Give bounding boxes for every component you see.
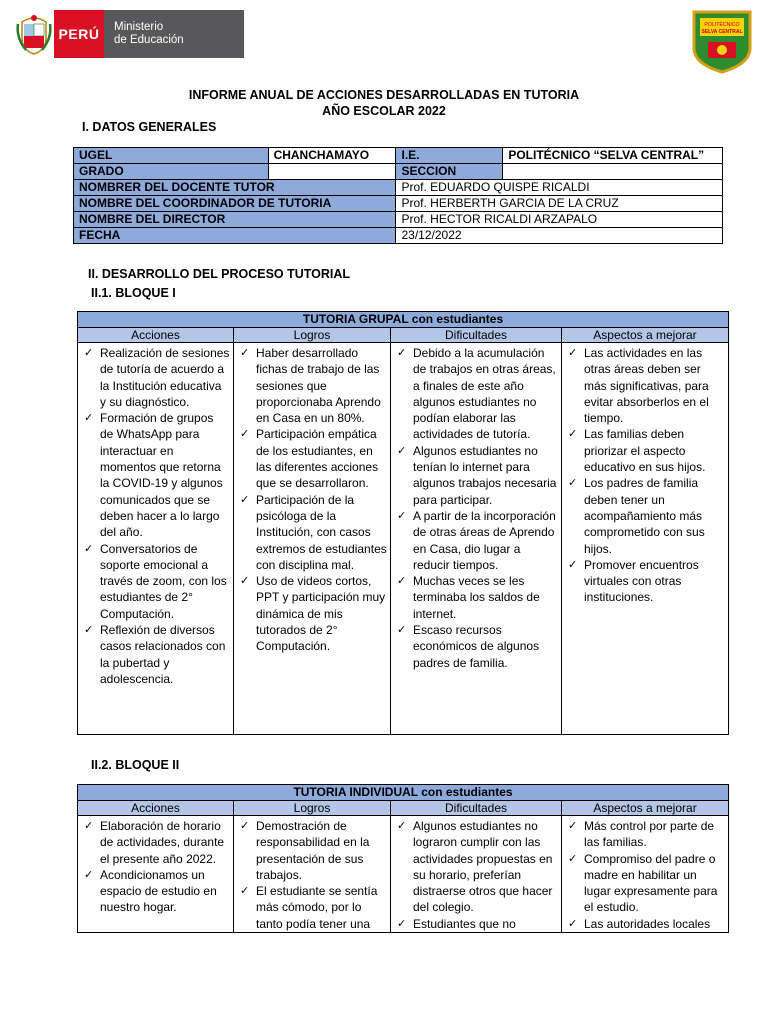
datos-generales-table [73, 147, 723, 244]
list-item [82, 345, 230, 410]
ie-label: I.E. [396, 148, 503, 164]
checkmark-icon: ✓ [397, 444, 407, 457]
bloque2-caption: TUTORIA INDIVIDUAL con estudiantes [78, 785, 729, 801]
checkmark-icon: ✓ [240, 428, 250, 441]
list-item-text: Escaso recursos económicos de algunos padres de familia. [413, 623, 540, 670]
list-item [566, 818, 725, 851]
list-item-text: Uso de videos cortos, PPT y participación muy dinámica de mis tutorados de 2° Computación. [256, 574, 386, 654]
list-item [395, 443, 558, 508]
list-item-text: Realización de sesiones de tutoría de acuerdo a la Institución educativa y su diagnóstico. [100, 346, 230, 409]
list-item [238, 492, 387, 573]
list-item [238, 573, 387, 654]
list-item-text: Promover encuentros virtuales con otras instituciones. [584, 557, 699, 605]
list-item-text: Demostración de responsabilidad en la presentación de sus trabajos. [256, 819, 370, 882]
list-item [238, 883, 387, 932]
checkmark-icon: ✓ [84, 820, 94, 832]
list-item-text: Las familias deben priorizar el aspecto educativo en sus hijos. [584, 427, 706, 475]
fecha-value: 23/12/2022 [396, 228, 723, 244]
checklist [566, 345, 725, 606]
director-value: Prof. HECTOR RICALDI ARZAPALO [396, 212, 723, 228]
checklist [566, 818, 725, 932]
checkmark-icon: ✓ [397, 917, 407, 930]
bloque1-caption: TUTORIA GRUPAL con estudiantes [78, 312, 729, 328]
list-item-text: A partir de la incorporación de otras áreas de Aprendo en Casa, dio lugar a reducir tiempos. [413, 508, 556, 572]
checkmark-icon: ✓ [240, 493, 250, 506]
list-item [238, 345, 387, 426]
col-logros: Logros [234, 801, 391, 816]
list-item [82, 410, 230, 540]
list-item [395, 508, 558, 573]
checkmark-icon: ✓ [397, 575, 407, 588]
list-item [566, 916, 725, 932]
col-logros: Logros [234, 328, 391, 343]
list-item [566, 426, 725, 475]
table-row [74, 196, 723, 212]
list-item [566, 851, 725, 916]
list-item-text: Más control por parte de las familias. [584, 819, 715, 850]
checkmark-icon: ✓ [568, 477, 578, 490]
table-row [74, 164, 723, 180]
ie-value: POLITÉCNICO “SELVA CENTRAL” [503, 148, 723, 164]
col-aspectos: Aspectos a mejorar [562, 801, 729, 816]
list-item [395, 622, 558, 671]
ministry-line2: de Educación [114, 34, 184, 46]
list-item-text: Haber desarrollado fichas de trabajo de las sesiones que proporcionaba Aprendo en Casa en un 80%. [256, 346, 381, 426]
checkmark-icon: ✓ [568, 852, 578, 865]
school-crest-logo [690, 8, 754, 74]
list-item [82, 622, 230, 687]
list-item [395, 573, 558, 622]
checkmark-icon: ✓ [84, 347, 94, 359]
table-row [74, 212, 723, 228]
checklist [238, 345, 387, 655]
checkmark-icon: ✓ [568, 820, 578, 832]
list-item [238, 818, 387, 883]
list-item-text: Elaboración de horario de actividades, durante el presente año 2022. [100, 819, 225, 866]
checkmark-icon: ✓ [240, 575, 250, 588]
list-item-text: Reflexión de diversos casos relacionados con la pubertad y adolescencia. [100, 623, 226, 686]
seccion-value [503, 164, 723, 180]
list-item-text: Las actividades en las otras áreas deben ser más significativas, para evitar absorberlos en el tiempo. [584, 346, 709, 426]
checkmark-icon: ✓ [397, 347, 407, 359]
list-item [238, 426, 387, 491]
checkmark-icon: ✓ [568, 428, 578, 441]
list-item-text: Debido a la acumulación de trabajos en otras áreas, a finales de este año algunos estudiantes no podían elaborar las actividades de tutoría. [413, 346, 556, 442]
list-item [395, 916, 558, 932]
list-item-text: Algunos estudiantes no lograron cumplir con las actividades propuestas en su horario, preferían distraerse otros que hacer del colegio. [413, 819, 553, 915]
document-header [14, 8, 754, 74]
coordinador-value: Prof. HERBERTH GARCIA DE LA CRUZ [396, 196, 723, 212]
checkmark-icon: ✓ [397, 509, 407, 522]
list-item-text: El estudiante se sentía más cómodo, por lo tanto podía tener una [256, 884, 378, 931]
bloque2-logros-cell [234, 816, 391, 933]
ugel-label: UGEL [74, 148, 269, 164]
checkmark-icon: ✓ [84, 542, 94, 555]
list-item-text: Participación empática de los estudiantes, en las diferentes acciones que se desarrollaron. [256, 427, 379, 491]
checkmark-icon: ✓ [84, 624, 94, 637]
checklist [238, 818, 387, 932]
docente-value: Prof. EDUARDO QUISPE RICALDI [396, 180, 723, 196]
bloque2-table [77, 784, 729, 933]
list-item [566, 475, 725, 556]
coordinador-label: NOMBRE DEL COORDINADOR DE TUTORIA [74, 196, 396, 212]
fecha-label: FECHA [74, 228, 396, 244]
table-row [74, 228, 723, 244]
list-item-text: Formación de grupos de WhatsApp para interactuar en momentos que retorna la COVID-19 y algunos comunicados que se deben hacer a lo largo del año. [100, 411, 223, 540]
table-row [74, 148, 723, 164]
grado-value [268, 164, 396, 180]
report-year: AÑO ESCOLAR 2022 [322, 104, 446, 118]
bloque1-table [77, 311, 729, 735]
list-item [82, 541, 230, 622]
crest-text2: SELVA CENTRAL [701, 29, 743, 35]
checkmark-icon: ✓ [240, 885, 250, 898]
bloque2-aspectos-cell [562, 816, 729, 933]
list-item [395, 818, 558, 916]
checkmark-icon: ✓ [397, 624, 407, 637]
bloque1-acciones-cell [78, 343, 234, 735]
checkmark-icon: ✓ [84, 412, 94, 425]
list-item-text: Participación de la psicóloga de la Institución, con casos extremos de estudiantes con disciplina mal. [256, 492, 387, 572]
checkmark-icon: ✓ [568, 917, 578, 930]
col-acciones: Acciones [78, 328, 234, 343]
col-dificultades: Dificultades [391, 801, 562, 816]
peru-coat-of-arms-icon [14, 10, 54, 58]
director-label: NOMBRE DEL DIRECTOR [74, 212, 396, 228]
col-aspectos: Aspectos a mejorar [562, 328, 729, 343]
checkmark-icon: ✓ [568, 347, 578, 359]
bloque2-heading: II.2. BLOQUE II [91, 758, 180, 772]
col-acciones: Acciones [78, 801, 234, 816]
section-desarrollo: II. DESARROLLO DEL PROCESO TUTORIAL [88, 267, 351, 281]
crest-text1: POLITÉCNICO [704, 22, 740, 28]
ministry-name [104, 10, 244, 58]
list-item-text: Compromiso del padre o madre en habilitar un lugar expresamente para el estudio. [584, 851, 718, 915]
ugel-value: CHANCHAMAYO [268, 148, 396, 164]
list-item [82, 818, 230, 867]
peru-label: PERÚ [54, 10, 104, 58]
checklist [82, 345, 230, 687]
docente-label: NOMBRER DEL DOCENTE TUTOR [74, 180, 396, 196]
bloque1-heading: II.1. BLOQUE I [91, 286, 176, 300]
bloque1-logros-cell [234, 343, 391, 735]
checklist [395, 345, 558, 671]
bloque2-acciones-cell [78, 816, 234, 933]
list-item [82, 867, 230, 916]
bloque1-aspectos-cell [562, 343, 729, 735]
list-item [566, 345, 725, 426]
checkmark-icon: ✓ [568, 558, 578, 571]
list-item-text: Algunos estudiantes no tenían lo internet para algunos trabajos necesaria para participar. [413, 443, 557, 507]
ministry-line1: Ministerio [114, 21, 164, 33]
list-item [395, 345, 558, 443]
list-item-text: Los padres de familia deben tener un acompañamiento más comprometido con sus hijos. [584, 476, 705, 556]
bloque2-dificultades-cell [391, 816, 562, 933]
table-row [74, 180, 723, 196]
grado-label: GRADO [74, 164, 269, 180]
list-item [566, 557, 725, 606]
section-datos-generales: I. DATOS GENERALES [82, 120, 217, 134]
list-item-text: Conversatorios de soporte emocional a través de zoom, con los estudiantes de 2° Computación. [100, 541, 227, 621]
ministry-logo [14, 10, 244, 58]
list-item-text: Muchas veces se les terminaba los saldos de internet. [413, 574, 540, 621]
list-item-text: Las autoridades locales [584, 916, 711, 931]
seccion-label: SECCION [396, 164, 503, 180]
checkmark-icon: ✓ [240, 820, 250, 832]
bloque1-dificultades-cell [391, 343, 562, 735]
checkmark-icon: ✓ [397, 820, 407, 832]
list-item-text: Acondicionamos un espacio de estudio en nuestro hogar. [100, 867, 217, 915]
checklist [82, 818, 230, 916]
checkmark-icon: ✓ [240, 347, 250, 359]
checkmark-icon: ✓ [84, 868, 94, 881]
list-item-text: Estudiantes que no [413, 916, 516, 931]
report-title: INFORME ANUAL DE ACCIONES DESARROLLADAS EN TUTORIA [188, 88, 580, 102]
checklist [395, 818, 558, 932]
col-dificultades: Dificultades [391, 328, 562, 343]
